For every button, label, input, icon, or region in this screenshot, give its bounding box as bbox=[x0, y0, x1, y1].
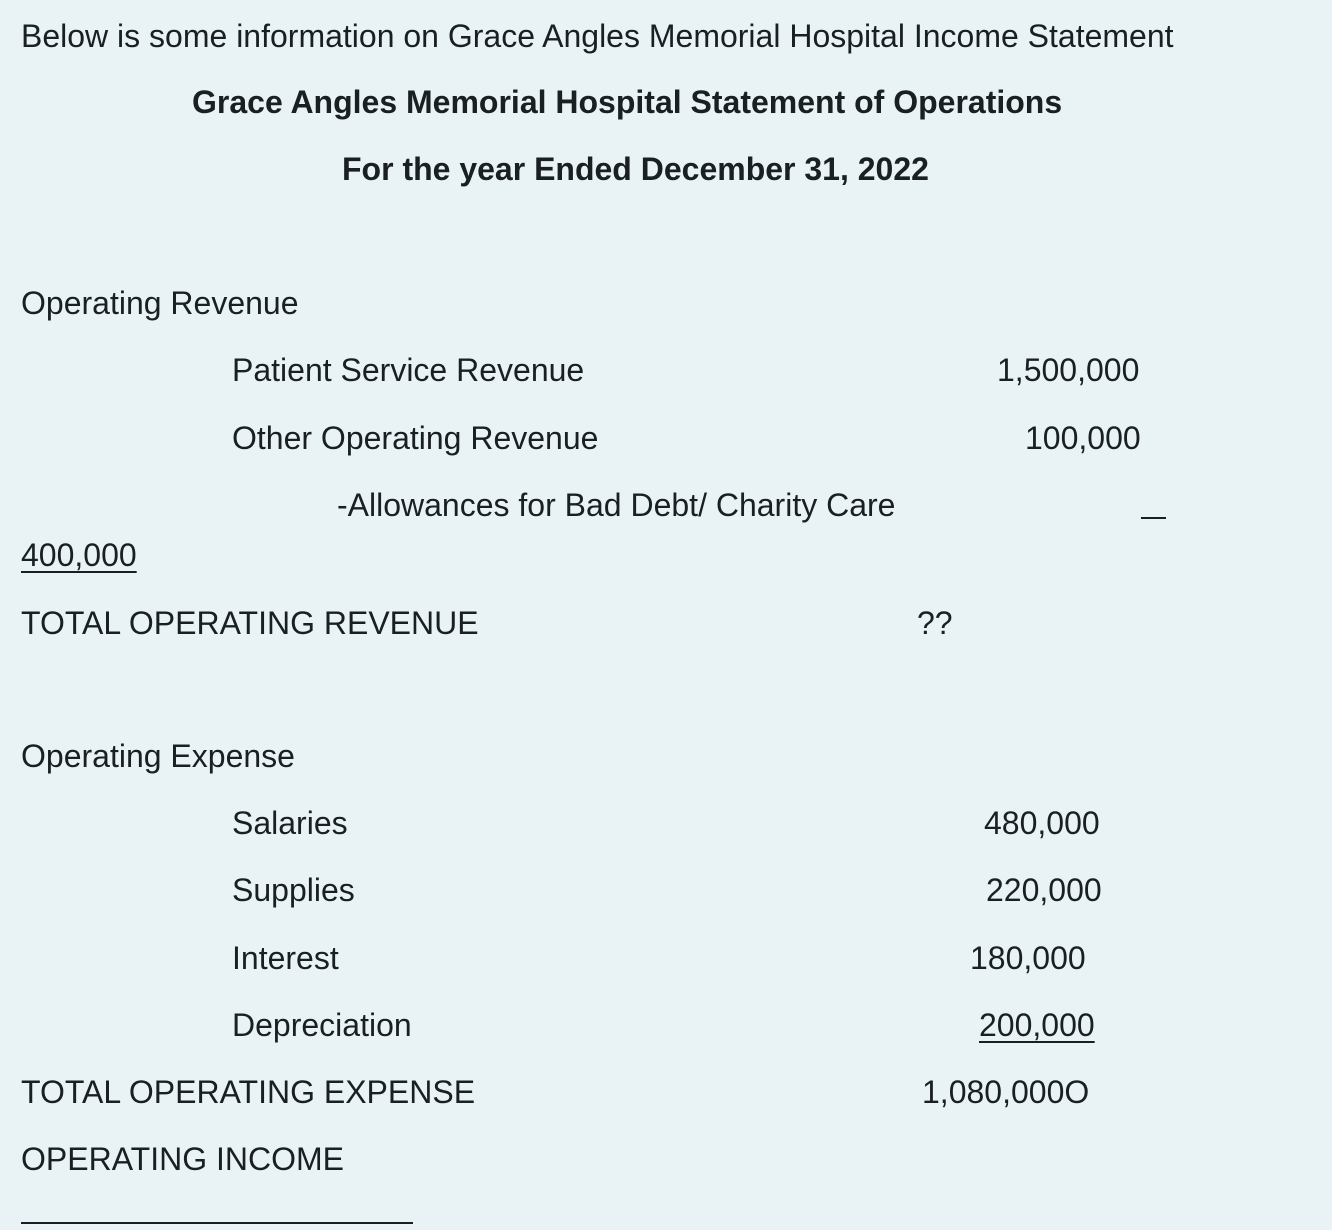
other-operating-revenue-value: 100,000 bbox=[1025, 420, 1141, 456]
interest-label: Interest bbox=[232, 940, 339, 976]
supplies-value: 220,000 bbox=[986, 872, 1102, 908]
intro-text: Below is some information on Grace Angles Memorial Hospital Income Statement bbox=[21, 18, 1174, 54]
statement-period: For the year Ended December 31, 2022 bbox=[342, 151, 929, 187]
operating-revenue-heading: Operating Revenue bbox=[21, 285, 299, 321]
operating-expense-heading: Operating Expense bbox=[21, 738, 295, 774]
patient-service-revenue-label: Patient Service Revenue bbox=[232, 352, 585, 388]
interest-value: 180,000 bbox=[970, 940, 1086, 976]
statement-title: Grace Angles Memorial Hospital Statement of Operations bbox=[192, 84, 1063, 120]
blank-line bbox=[1141, 517, 1166, 519]
total-operating-revenue-label: TOTAL OPERATING REVENUE bbox=[21, 605, 479, 641]
patient-service-revenue-value: 1,500,000 bbox=[997, 352, 1140, 388]
operating-income-blank bbox=[21, 1222, 413, 1224]
allowances-label: -Allowances for Bad Debt/ Charity Care bbox=[337, 487, 896, 523]
depreciation-value: 200,000 bbox=[979, 1007, 1095, 1043]
operating-income-label: OPERATING INCOME bbox=[21, 1141, 344, 1177]
total-operating-expense-label: TOTAL OPERATING EXPENSE bbox=[21, 1074, 476, 1110]
allowances-value: 400,000 bbox=[21, 537, 137, 573]
salaries-value: 480,000 bbox=[984, 805, 1100, 841]
total-operating-revenue-value: ?? bbox=[917, 605, 953, 641]
depreciation-label: Depreciation bbox=[232, 1007, 412, 1043]
supplies-label: Supplies bbox=[232, 872, 355, 908]
other-operating-revenue-label: Other Operating Revenue bbox=[232, 420, 599, 456]
total-operating-expense-value: 1,080,000O bbox=[922, 1074, 1090, 1110]
salaries-label: Salaries bbox=[232, 805, 348, 841]
